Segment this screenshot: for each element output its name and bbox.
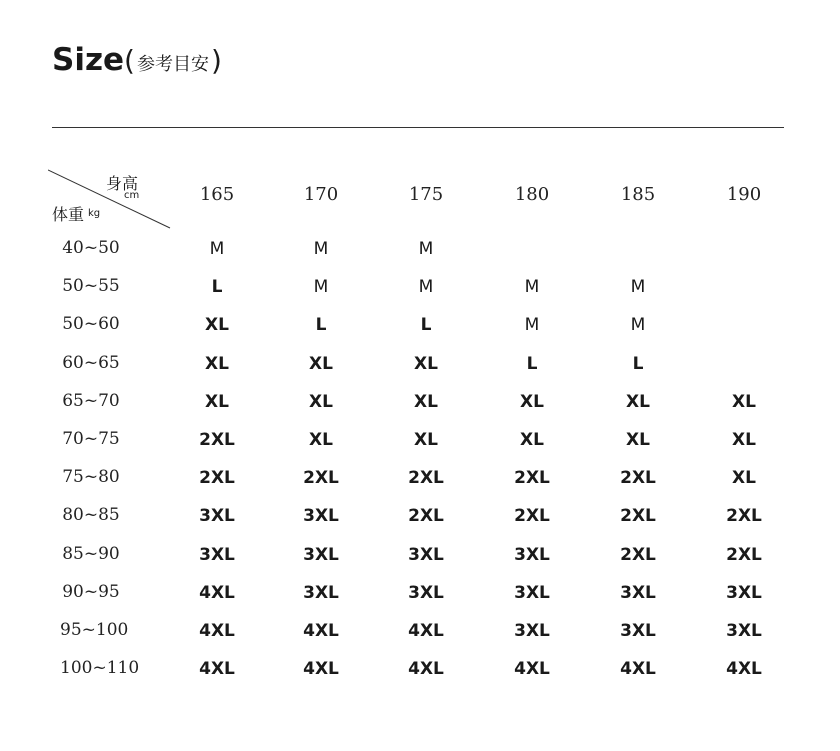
size-cell: 4XL xyxy=(620,659,656,679)
size-cell: 4XL xyxy=(303,621,339,641)
size-cell: XL xyxy=(626,430,650,450)
height-header-0: 165 xyxy=(199,184,235,205)
size-cell: 2XL xyxy=(514,468,550,488)
size-cell: 3XL xyxy=(514,583,550,603)
size-cell: 3XL xyxy=(408,583,444,603)
size-cell: XL xyxy=(520,430,544,450)
size-cell: XL xyxy=(520,392,544,412)
size-cell: M xyxy=(524,315,540,335)
size-cell: 2XL xyxy=(408,468,444,488)
size-cell: 2XL xyxy=(199,468,235,488)
table-corner-header xyxy=(48,168,172,230)
weight-range-cell: 50~60 xyxy=(62,314,120,334)
size-cell: 4XL xyxy=(514,659,550,679)
size-cell: 3XL xyxy=(514,621,550,641)
size-cell: 4XL xyxy=(199,583,235,603)
size-cell: 2XL xyxy=(620,545,656,565)
size-cell: XL xyxy=(205,354,229,374)
height-unit-label: cm xyxy=(124,190,140,201)
size-cell: 2XL xyxy=(726,545,762,565)
weight-range-cell: 75~80 xyxy=(62,467,120,487)
size-cell: XL xyxy=(205,315,229,335)
height-axis-label: 身高 xyxy=(106,174,139,193)
page-title xyxy=(52,42,222,78)
title-divider xyxy=(52,127,784,128)
size-cell: XL xyxy=(309,354,333,374)
size-cell: M xyxy=(630,277,646,297)
weight-range-cell: 85~90 xyxy=(62,544,120,564)
weight-range-cell: 90~95 xyxy=(62,582,120,602)
size-cell: M xyxy=(209,239,225,259)
size-cell: L xyxy=(632,354,644,374)
size-cell: 3XL xyxy=(726,621,762,641)
size-cell: XL xyxy=(732,392,756,412)
weight-range-cell: 50~55 xyxy=(62,276,120,296)
size-cell: 2XL xyxy=(620,468,656,488)
size-cell: 4XL xyxy=(726,659,762,679)
size-cell: XL xyxy=(309,430,333,450)
title-subtitle: 参考目安 xyxy=(136,54,209,75)
size-cell: 3XL xyxy=(620,583,656,603)
size-cell: 3XL xyxy=(620,621,656,641)
size-cell: 2XL xyxy=(199,430,235,450)
size-cell: XL xyxy=(205,392,229,412)
size-cell: 3XL xyxy=(514,545,550,565)
size-cell: XL xyxy=(414,430,438,450)
size-cell: 2XL xyxy=(620,506,656,526)
size-cell: 4XL xyxy=(408,621,444,641)
size-cell: XL xyxy=(626,392,650,412)
size-cell: M xyxy=(313,277,329,297)
height-header-5: 190 xyxy=(726,184,762,205)
size-cell: 4XL xyxy=(408,659,444,679)
title-open-paren: ( xyxy=(124,44,135,77)
size-cell: 4XL xyxy=(303,659,339,679)
size-cell: L xyxy=(315,315,327,335)
size-cell: L xyxy=(420,315,432,335)
size-cell: 3XL xyxy=(199,545,235,565)
size-cell: 3XL xyxy=(726,583,762,603)
height-header-3: 180 xyxy=(514,184,550,205)
height-header-4: 185 xyxy=(620,184,656,205)
size-cell: 3XL xyxy=(408,545,444,565)
weight-range-cell: 70~75 xyxy=(62,429,120,449)
title-main: Size xyxy=(52,42,125,78)
size-cell: L xyxy=(211,277,223,297)
size-cell: XL xyxy=(414,354,438,374)
weight-range-cell: 100~110 xyxy=(60,658,140,678)
size-cell: XL xyxy=(414,392,438,412)
weight-range-cell: 95~100 xyxy=(60,620,129,640)
size-cell: M xyxy=(418,239,434,259)
title-close-paren: ) xyxy=(210,44,222,77)
size-cell: 3XL xyxy=(303,583,339,603)
weight-axis-label: 体重 xyxy=(52,205,85,224)
size-cell: XL xyxy=(732,468,756,488)
weight-range-cell: 40~50 xyxy=(62,238,120,258)
size-cell: 3XL xyxy=(303,545,339,565)
size-cell: 2XL xyxy=(514,506,550,526)
size-cell: M xyxy=(630,315,646,335)
size-cell: 4XL xyxy=(199,659,235,679)
size-cell: 2XL xyxy=(408,506,444,526)
size-cell: XL xyxy=(309,392,333,412)
size-cell: 4XL xyxy=(199,621,235,641)
size-cell: 2XL xyxy=(303,468,339,488)
height-header-2: 175 xyxy=(408,184,444,205)
weight-range-cell: 80~85 xyxy=(62,505,120,525)
weight-range-cell: 65~70 xyxy=(62,391,120,411)
size-cell: M xyxy=(313,239,329,259)
size-cell: L xyxy=(526,354,538,374)
size-cell: 2XL xyxy=(726,506,762,526)
height-header-1: 170 xyxy=(303,184,339,205)
weight-range-cell: 60~65 xyxy=(62,353,120,373)
weight-unit-label: kg xyxy=(88,208,101,219)
size-cell: XL xyxy=(732,430,756,450)
size-cell: M xyxy=(418,277,434,297)
size-cell: 3XL xyxy=(199,506,235,526)
size-cell: 3XL xyxy=(303,506,339,526)
size-cell: M xyxy=(524,277,540,297)
